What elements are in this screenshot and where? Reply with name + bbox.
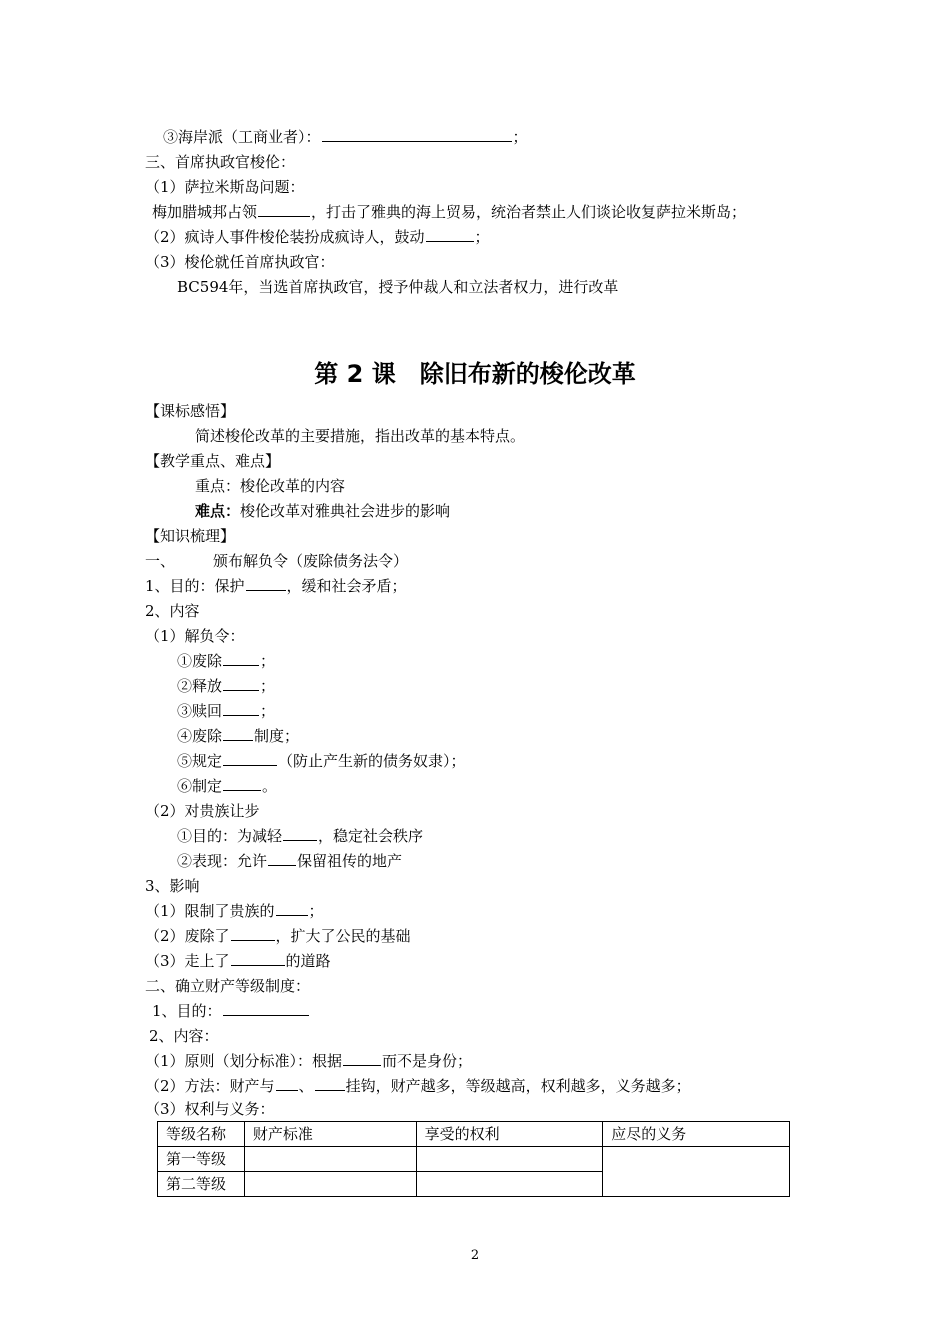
table-cell[interactable] xyxy=(244,1147,416,1172)
list-item: （2）废除了 ，扩大了公民的基础 xyxy=(145,927,411,945)
table-cell[interactable] xyxy=(416,1147,603,1172)
text-line: BC594年，当选首席执政官，授予仲裁人和立法者权力，进行改革 xyxy=(177,278,619,296)
text-line: 1、目的： xyxy=(152,1000,310,1022)
text-line: 2、内容 xyxy=(145,602,200,620)
standard-text: 简述梭伦改革的主要措施，指出改革的基本特点。 xyxy=(195,427,526,445)
heading-standard: 【课标感悟】 xyxy=(145,402,236,420)
subheading: （3）梭伦就任首席执政官： xyxy=(145,253,335,271)
page-number: 2 xyxy=(470,1248,480,1263)
list-item: ③赎回 ； xyxy=(177,702,276,720)
table-cell: 第一等级 xyxy=(158,1147,245,1172)
table-header-cell: 等级名称 xyxy=(158,1122,245,1147)
text-line: （1）原则（划分标准）：根据 而不是身份； xyxy=(145,1052,473,1070)
fill-blank[interactable] xyxy=(268,850,296,866)
table-cell[interactable] xyxy=(416,1172,603,1197)
table-row xyxy=(158,1147,790,1172)
fill-blank[interactable] xyxy=(231,925,275,941)
table-header-cell: 应尽的义务 xyxy=(603,1122,790,1147)
section-heading: 三、首席执政官梭伦： xyxy=(145,153,296,171)
section-two: 二、确立财产等级制度： xyxy=(145,977,311,995)
fill-blank[interactable] xyxy=(426,226,474,242)
fill-blank[interactable] xyxy=(223,675,259,691)
fill-blank[interactable] xyxy=(258,201,310,217)
difficulty-label: 难点： xyxy=(195,502,241,520)
fill-blank[interactable] xyxy=(223,775,261,791)
text-line: （3）权利与义务： xyxy=(145,1100,275,1118)
fill-blank[interactable] xyxy=(223,700,259,716)
lesson-title: 第 2 课 除旧布新的梭伦改革 xyxy=(314,360,636,388)
subheading: （1）萨拉米斯岛问题： xyxy=(145,178,305,196)
table-cell-merged[interactable] xyxy=(603,1147,790,1197)
table-cell: 第二等级 xyxy=(158,1172,245,1197)
fill-blank[interactable] xyxy=(246,575,286,591)
heading-knowledge: 【知识梳理】 xyxy=(145,527,236,545)
fill-blank[interactable] xyxy=(223,1000,309,1016)
fill-blank[interactable] xyxy=(223,750,277,766)
text-line: 1、目的：保护 ，缓和社会矛盾； xyxy=(145,577,407,595)
fill-blank[interactable] xyxy=(315,1075,345,1091)
fill-blank[interactable] xyxy=(343,1050,381,1066)
table-header-cell: 享受的权利 xyxy=(416,1122,603,1147)
list-item: ⑤规定 （防止产生新的债务奴隶）； xyxy=(177,752,466,770)
fill-blank[interactable] xyxy=(322,126,512,142)
section-one: 一、 颁布解负令（废除债务法令） xyxy=(145,552,409,570)
fill-blank[interactable] xyxy=(223,725,253,741)
fill-blank[interactable] xyxy=(276,1075,298,1091)
list-item: ①废除 ； xyxy=(177,652,276,670)
list-item: ②释放 ； xyxy=(177,677,276,695)
list-item: ⑥制定 。 xyxy=(177,777,278,795)
table-header-row xyxy=(158,1122,790,1147)
fill-blank[interactable] xyxy=(283,825,317,841)
list-item: ②表现：允许 保留祖传的地产 xyxy=(177,852,403,870)
list-item: ①目的：为减轻 ，稳定社会秩序 xyxy=(177,827,424,845)
fill-blank[interactable] xyxy=(231,950,285,966)
list-item: ④废除 制度； xyxy=(177,727,300,745)
text-line: 3、影响 xyxy=(145,877,200,895)
heading-focus: 【教学重点、难点】 xyxy=(145,452,281,470)
rights-duties-table xyxy=(157,1121,790,1197)
fill-blank[interactable] xyxy=(223,650,259,666)
list-item: （3）走上了 的道路 xyxy=(145,952,331,970)
text-line: 梅加腊城邦占领 ，打击了雅典的海上贸易，统治者禁止人们谈论收复萨拉米斯岛； xyxy=(152,203,747,221)
line-coastal-faction: ③海岸派（工商业者）： ； xyxy=(163,128,528,146)
table-cell[interactable] xyxy=(244,1172,416,1197)
text-line: 2、内容： xyxy=(149,1027,219,1045)
text-line: （2）对贵族让步 xyxy=(145,802,260,820)
difficulty-line: 难点：梭伦改革对雅典社会进步的影响 xyxy=(195,502,451,520)
fill-blank[interactable] xyxy=(276,900,308,916)
text-line: （1）解负令： xyxy=(145,627,245,645)
table-header-cell: 财产标准 xyxy=(244,1122,416,1147)
text-line: （2）方法：财产与 、 挂钩，财产越多，等级越高，权利越多，义务越多； xyxy=(145,1077,691,1095)
list-item: （1）限制了贵族的 ； xyxy=(145,902,324,920)
focus-text: 重点：梭伦改革的内容 xyxy=(195,477,346,495)
text-line: （2）疯诗人事件梭伦装扮成疯诗人，鼓动 ； xyxy=(145,228,490,246)
